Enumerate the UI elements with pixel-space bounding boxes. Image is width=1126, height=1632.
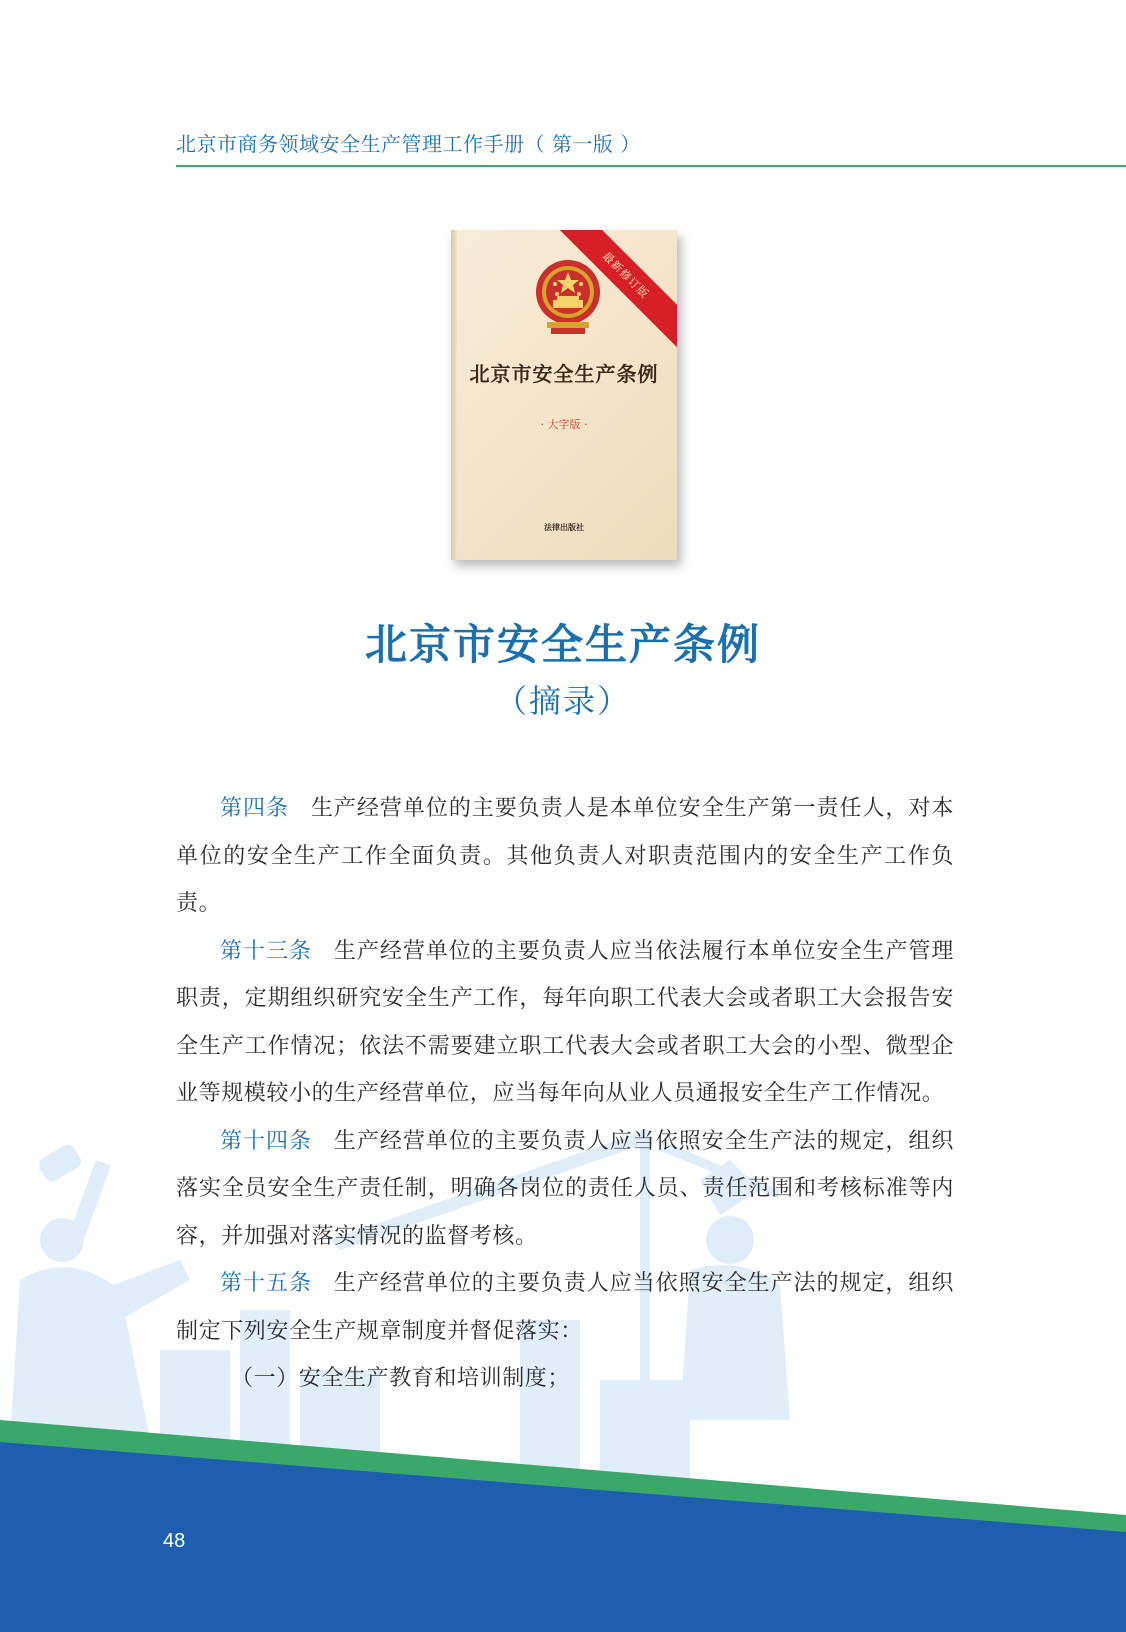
book-spine [451, 230, 457, 560]
article-label: 第十三条 [220, 938, 312, 964]
article-label: 第十五条 [220, 1271, 312, 1296]
book-cover-publisher: 法律出版社 [544, 522, 584, 532]
article-text: 生产经营单位的主要负责人应当依照安全生产法的规定，组织制定下列安全生产规章制度并督促落实： [176, 1271, 954, 1344]
article-label: 第十四条 [220, 1128, 312, 1154]
document-subtitle: （摘录） [494, 682, 631, 720]
book-cover-edition: · 大字版 · [540, 418, 588, 431]
article-label: 第四条 [220, 796, 289, 821]
article-body [176, 785, 954, 1403]
article-text: 生产经营单位的主要负责人是本单位安全生产第一责任人，对本单位的安全生产工作全面负责。其他负责人对职责范围内的安全生产工作负责。 [176, 796, 954, 916]
page-number: 48 [163, 1530, 186, 1552]
article-paragraph [176, 928, 954, 1118]
book-cover-image [451, 230, 677, 560]
article-paragraph [176, 1118, 954, 1261]
article-text: 生产经营单位的主要负责人应当依法履行本单位安全生产管理职责，定期组织研究安全生产工作，每年向职工代表大会或者职工大会报告安全生产工作情况；依法不需要建立职工代表大会或者职工大会的小型、微型企业等规模较小的生产经营单位，应当每年向从业人员通报安全生产工作情况。 [176, 938, 954, 1106]
edition-ribbon-label: 最新修订版 [599, 249, 652, 302]
national-emblem-icon [533, 256, 603, 338]
article-paragraph [176, 785, 954, 928]
running-header: 北京市商务领域安全生产管理工作手册（ 第一版 ） [176, 132, 641, 156]
article-text: 生产经营单位的主要负责人应当依照安全生产法的规定，组织落实全员安全生产责任制，明确各岗位的责任人员、责任范围和考核标准等内容，并加强对落实情况的监督考核。 [176, 1128, 954, 1249]
book-cover-title: 北京市安全生产条例 [469, 362, 659, 386]
list-item: （一）安全生产教育和培训制度； [231, 1366, 571, 1391]
article-paragraph [176, 1260, 954, 1355]
document-title: 北京市安全生产条例 [364, 620, 761, 669]
header-divider [176, 165, 1126, 167]
